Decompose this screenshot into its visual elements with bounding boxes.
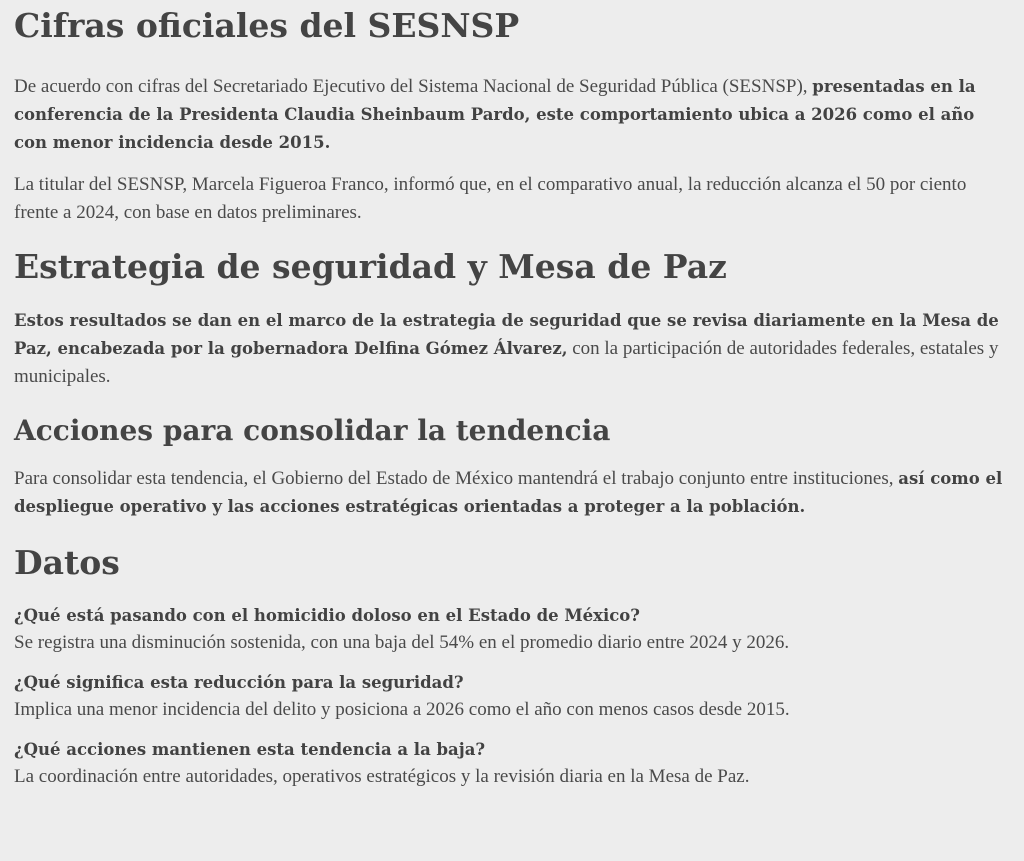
faq-item — [14, 603, 1010, 656]
paragraph-text: Para consolidar esta tendencia, el Gobierno del Estado de México mantendrá el trabajo conjunto entre instituciones, — [14, 468, 894, 489]
heading-acciones-tendencia: Acciones para consolidar la tendencia — [14, 414, 611, 447]
paragraph-consolidar-tendencia — [14, 465, 1010, 521]
faq-item — [14, 737, 1010, 790]
paragraph-bold-text: Estos resultados se dan en el marco de la estrategia de seguridad que se revisa diariamente en la Mesa de Paz, encabezada por la gobernadora Delfina Gómez Álvarez, — [14, 311, 999, 358]
paragraph-text: con la participación de autoridades federales, estatales y municipales. — [14, 338, 999, 387]
paragraph-sesnsp-cifras — [14, 73, 1010, 157]
paragraph-titular-sesnsp: La titular del SESNSP, Marcela Figueroa Franco, informó que, en el comparativo anual, la reducción alcanza el 50 por ciento frente a 2024, con base en datos preliminares. — [14, 174, 967, 223]
paragraph-mesa-de-paz — [14, 307, 1010, 391]
faq-answer: Se registra una disminución sostenida, con una baja del 54% en el promedio diario entre 2024 y 2026. — [14, 632, 790, 653]
faq-answer: La coordinación entre autoridades, operativos estratégicos y la revisión diaria en la Mesa de Paz. — [14, 766, 750, 787]
faq-question: ¿Qué significa esta reducción para la seguridad? — [14, 673, 464, 692]
faq-answer: Implica una menor incidencia del delito y posiciona a 2026 como el año con menos casos desde 2015. — [14, 699, 790, 720]
paragraph-bold-text: presentadas en la conferencia de la Presidenta Claudia Sheinbaum Pardo, este comportamiento ubica a 2026 como el año con menor incidencia desde 2015. — [14, 77, 976, 152]
faq-question: ¿Qué está pasando con el homicidio doloso en el Estado de México? — [14, 606, 640, 625]
heading-estrategia-seguridad: Estrategia de seguridad y Mesa de Paz — [14, 247, 727, 286]
heading-datos: Datos — [14, 543, 120, 582]
faq-question: ¿Qué acciones mantienen esta tendencia a la baja? — [14, 740, 486, 759]
heading-cifras-oficiales: Cifras oficiales del SESNSP — [14, 6, 520, 45]
faq-item — [14, 670, 1010, 723]
paragraph-bold-text: así como el despliegue operativo y las acciones estratégicas orientadas a proteger a la población. — [14, 469, 1003, 516]
paragraph-text: De acuerdo con cifras del Secretariado Ejecutivo del Sistema Nacional de Seguridad Pública (SESNSP), — [14, 76, 808, 97]
